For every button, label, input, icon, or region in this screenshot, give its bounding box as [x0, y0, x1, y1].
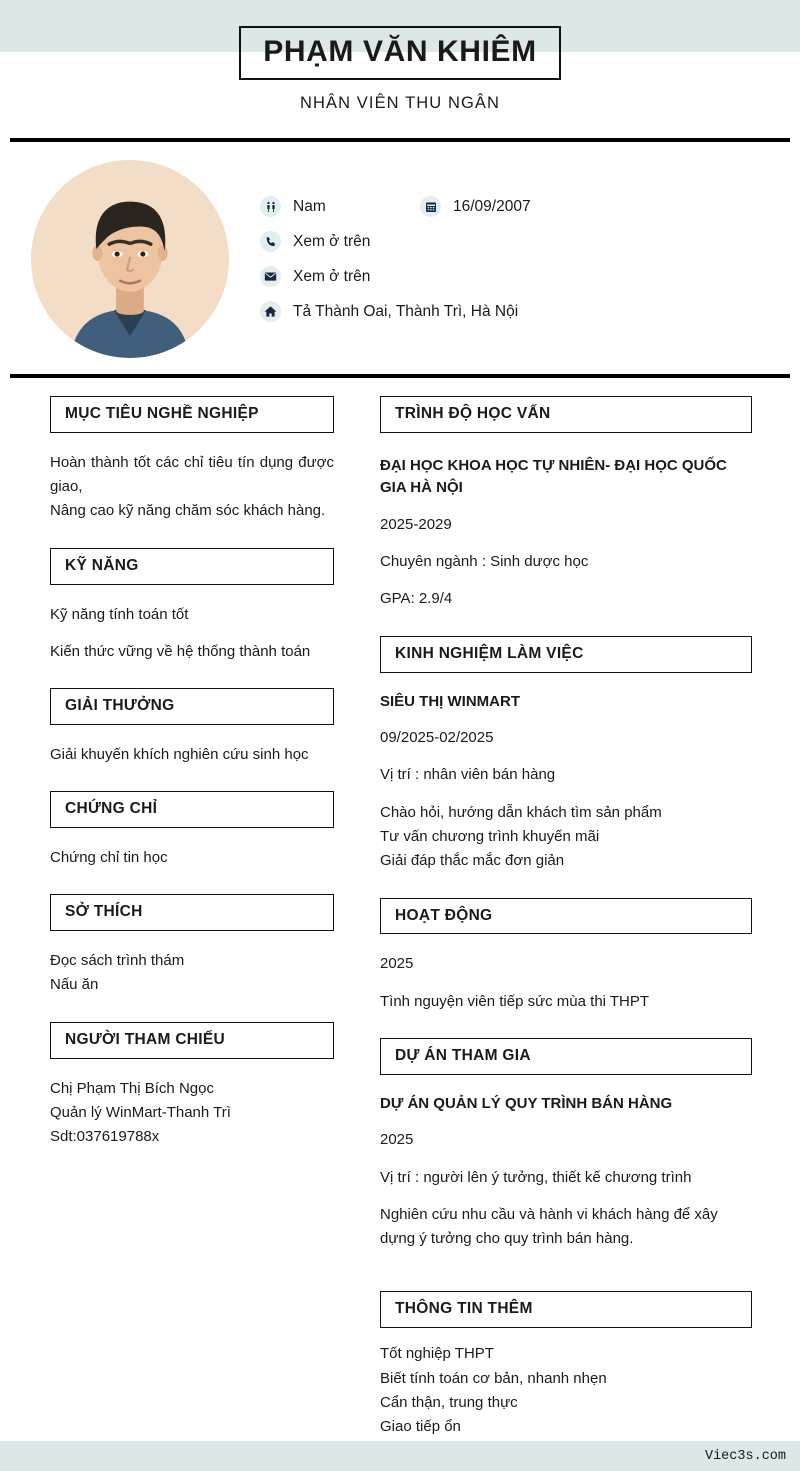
section-heading-additional: THÔNG TIN THÊM [380, 1291, 752, 1328]
experience-company: SIÊU THỊ WINMART [380, 692, 520, 710]
candidate-name: PHẠM VĂN KHIÊM [263, 35, 537, 68]
contact-list [260, 196, 800, 322]
experience-period: 09/2025-02/2025 [380, 729, 494, 747]
section-heading-certificates: CHỨNG CHỈ [50, 791, 334, 828]
section-heading-references: NGƯỜI THAM CHIẾU [50, 1022, 334, 1059]
contact-row [260, 266, 776, 287]
cv-header [0, 0, 800, 130]
left-column [0, 396, 370, 1452]
section-heading-objective: MỤC TIÊU NGHỀ NGHIỆP [50, 396, 334, 433]
contact-value: Xem ở trên [293, 267, 371, 285]
contact-row [260, 231, 776, 252]
experience-duties: Chào hỏi, hướng dẫn khách tìm sản phẩm Tư vấn chương trình khuyến mãi Giải đáp thắc mắc đơn giản [380, 803, 662, 870]
contact-row [260, 196, 776, 217]
section-heading-skills: KỸ NĂNG [50, 548, 334, 585]
additional-body: Tốt nghiệp THPT Biết tính toán cơ bản, nhanh nhẹn Cẩn thận, trung thực Giao tiếp ổn [380, 1345, 607, 1436]
home-icon [260, 301, 281, 322]
interests-body: Đọc sách trình thám Nấu ăn [50, 952, 185, 994]
section-heading-projects: DỰ ÁN THAM GIA [380, 1038, 752, 1075]
phone-icon [260, 231, 281, 252]
references-body: Chị Phạm Thị Bích Ngọc Quản lý WinMart-Thanh Trì Sdt:037619788x [50, 1079, 231, 1146]
section-heading-education: TRÌNH ĐỘ HỌC VẤN [380, 396, 752, 433]
contact-item-gender [260, 196, 420, 217]
activities-year: 2025 [380, 955, 414, 973]
footer-band [0, 1441, 800, 1471]
education-gpa: GPA: 2.9/4 [380, 590, 453, 608]
profile-photo [31, 160, 229, 358]
project-role: Vị trí : người lên ý tưởng, thiết kế chương trình [380, 1168, 692, 1186]
objective-body: Hoàn thành tốt các chỉ tiêu tín dụng được giao, Nâng cao kỹ năng chăm sóc khách hàng. [50, 453, 334, 520]
contact-value: Xem ở trên [293, 232, 371, 250]
gender-icon [260, 196, 281, 217]
education-school: ĐẠI HỌC KHOA HỌC TỰ NHIÊN- ĐẠI HỌC QUỐC GIA HÀ NỘI [380, 456, 727, 497]
contact-value: Tả Thành Oai, Thành Trì, Hà Nội [293, 302, 519, 320]
contact-row [260, 301, 776, 322]
section-heading-awards: GIẢI THƯỞNG [50, 688, 334, 725]
cv-body [0, 378, 800, 1452]
section-heading-interests: SỞ THÍCH [50, 894, 334, 931]
photo-container [0, 160, 260, 358]
project-year: 2025 [380, 1131, 414, 1149]
experience-position: Vị trí : nhân viên bán hàng [380, 766, 556, 784]
education-years: 2025-2029 [380, 515, 452, 533]
contact-value: Nam [293, 197, 326, 215]
contact-item-address [260, 301, 518, 322]
contact-item-birthdate [420, 196, 531, 217]
certificate-item: Chứng chỉ tin học [50, 849, 168, 867]
header-title-zone [0, 0, 800, 130]
project-description: Nghiên cứu nhu cầu và hành vi khách hàng để xây dựng ý tưởng cho quy trình bán hàng. [380, 1205, 718, 1248]
calendar-icon [420, 196, 441, 217]
education-major: Chuyên ngành : Sinh dược học [380, 553, 589, 571]
contact-item-phone [260, 231, 370, 252]
job-title: NHÂN VIÊN THU NGÂN [299, 93, 501, 112]
contact-item-email [260, 266, 370, 287]
activities-body: Tình nguyện viên tiếp sức mùa thi THPT [380, 992, 650, 1010]
section-heading-activities: HOẠT ĐỘNG [380, 898, 752, 935]
award-item: Giải khuyến khích nghiên cứu sinh học [50, 745, 309, 763]
skill-item: Kỹ năng tính toán tốt [50, 605, 189, 623]
email-icon [260, 266, 281, 287]
skill-item: Kiến thức vững về hệ thống thành toán [50, 642, 311, 660]
right-column [370, 396, 800, 1452]
contact-value: 16/09/2007 [453, 197, 531, 215]
name-box [239, 26, 560, 80]
watermark-text: Viec3s.com [704, 1448, 786, 1464]
profile-section [0, 142, 800, 374]
section-heading-experience: KINH NGHIỆM LÀM VIỆC [380, 636, 752, 673]
project-title: DỰ ÁN QUẢN LÝ QUY TRÌNH BÁN HÀNG [380, 1094, 673, 1112]
